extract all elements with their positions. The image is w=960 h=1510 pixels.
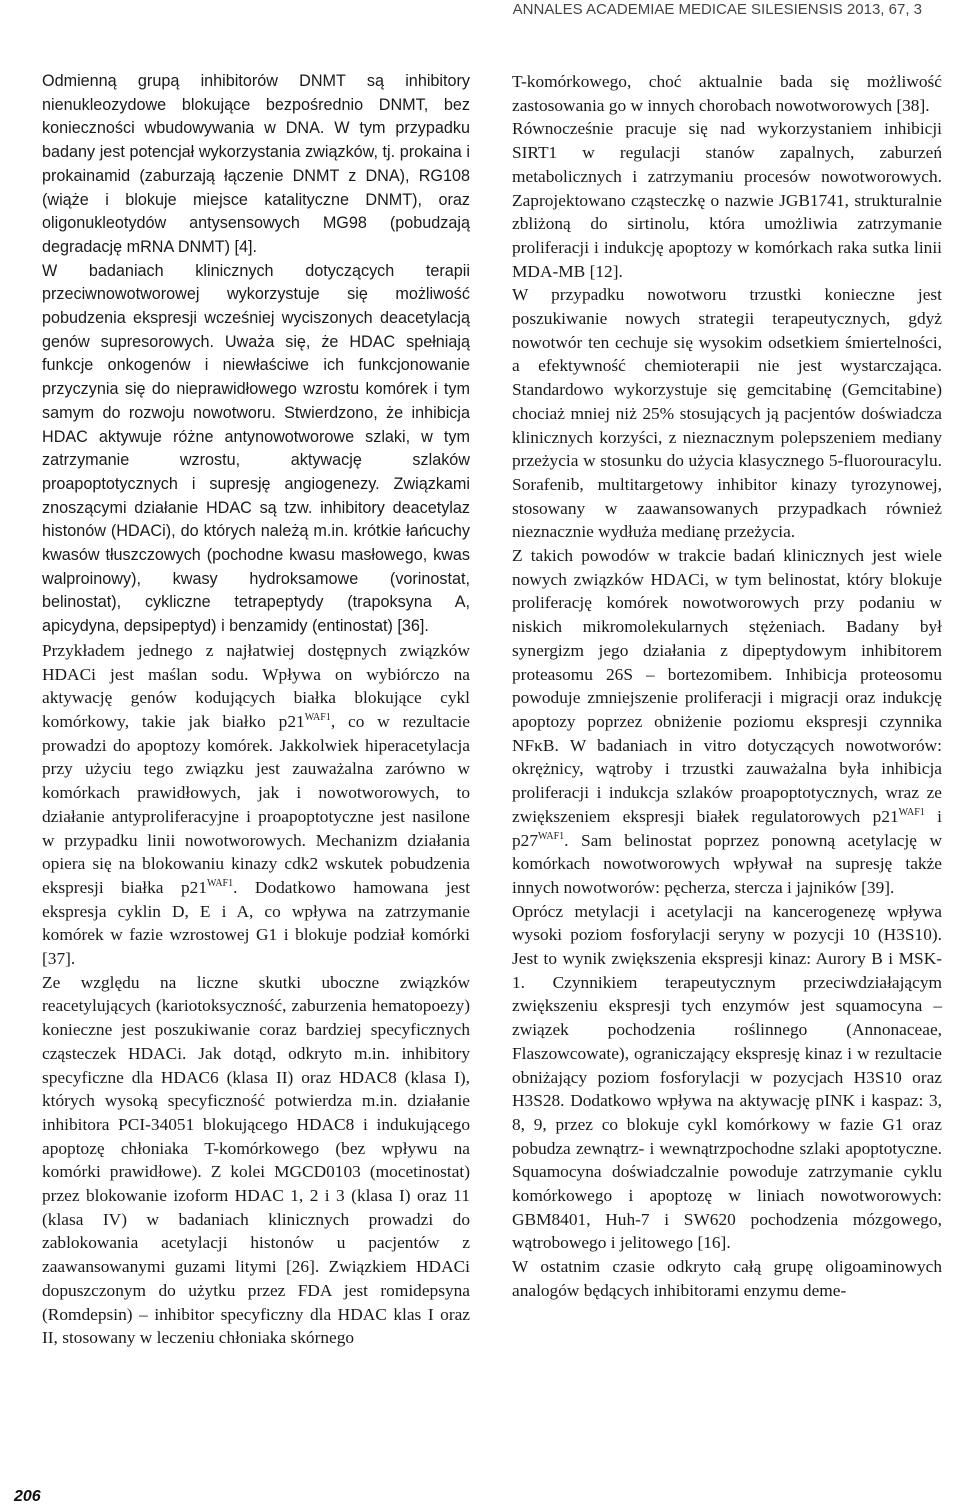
paragraph: Odmienną grupą inhibitorów DNMT są inhibitory nienukleozydowe blokujące bezpośrednio DNMT, bez konieczności wbudowywania w DNA. W tym przypadku badany jest potencjał wykorzystania związków, tj. prokaina i prokainamid (zaburzają łączenie DNMT z DNA), RG108 (wiąże i blokuje miejsce katalityczne DNMT), oraz oligonukleotydów antysensowych MG98 (pobudzają degradację mRNA DNMT) [4]. xyxy=(42,72,470,256)
running-header xyxy=(0,0,960,30)
superscript: WAF1 xyxy=(538,830,565,842)
superscript: WAF1 xyxy=(304,711,331,723)
paragraph: W badaniach klinicznych dotyczących terapii przeciwnowotworowej wykorzystuje się możliwość pobudzenia ekspresji wcześniej wyciszonych deacetylacją genów supresorowych. Uważa się, że HDAC spełniają funkcje onkogenów i niewłaściwe ich funkcjonowanie przyczynia się do nieprawidłowego wzrostu komórek i tym samym do rozwoju nowotworu. Stwierdzono, że inhibicja HDAC aktywuje różne antynowotworowe szlaki, w tym zatrzymanie wzrostu, aktywację szlaków proapoptotycznych i supresję angiogenezy. Związkami znoszącymi działanie HDAC są tzw. inhibitory deacetylaz histonów (HDACi), do których należą m.in. krótkie łańcuchy kwasów tłuszczowych (pochodne kwasu masłowego, kwas walproinowy), kwasy hydroksamowe (vorinostat, belinostat), cykliczne tetrapeptydy (trapoksyna A, apicydyna, depsipeptyd) i benzamidy (entinostat) [36]. xyxy=(42,261,470,636)
paragraph: W ostatnim czasie odkryto całą grupę oligoaminowych analogów będących inhibitorami enzymu deme- xyxy=(512,1257,942,1300)
text-run: . Dodatkowo hamowana jest ekspresja cyklin D, E i A, co wpływa na zatrzymanie komórek w fazie wzrostowej G1 i blokuje podział komórki [37]. xyxy=(42,877,471,969)
text-run: Z takich powodów w trakcie badań klinicznych jest wiele nowych związków HDACi, w tym belinostat, który blokuje proliferację komórek nowotworowych przy podaniu w niskich mikromolekularnych stężeniach. Badany był synergizm jego działania z dipeptydowym inhibitorem proteasomu 26S – bortezomibem. Inhibicja proteosomu powoduje zmniejszenie proliferacji i migracji oraz indukcję apoptozy poprzez obniżenie poziomu ekspresji czynnika NFκB. W badaniach in vitro dotyczących nowotworów: okrężnicy, wątroby i trzustki zauważalna była inhibicja proliferacji i indukcja szlaków proapoptotycznych, wraz ze zwiększeniem ekspresji białek regulatorowych p21 xyxy=(512,546,942,826)
superscript: WAF1 xyxy=(207,877,234,889)
text-run: . Sam belinostat poprzez ponowną acetylację w komórkach nowotworowych wpływał na supresję także innych nowotworów: pęcherza, stercza i jajników [39]. xyxy=(512,830,942,897)
paragraph: Ze względu na liczne skutki uboczne związków reacetylujących (kariotoksyczność, zaburzenia hematopoezy) konieczne jest poszukiwanie coraz bardziej specyficznych cząsteczek HDACi. Jak dotąd, odkryto m.in. inhibitory specyficzne dla HDAC6 (klasa II) oraz HDAC8 (klasa I), których wysoką specyficzność potwierdza m.in. działanie inhibitora PCI-34051 blokującego HDAC8 i indukującego apoptozę chłoniaka T-komórkowego (bez wpływu na komórki prawidłowe). Z kolei MGCD0103 (mocetinostat) przez blokowanie izoform HDAC 1, 2 i 3 (klasa I) oraz 11 (klasa IV) w badaniach klinicznych prowadzi do zablokowania acetylacji histonów u pacjentów z zaawansowanymi guzami litymi [26]. Związkiem HDACi dopuszczonym do użytku przez FDA jest romidepsyna (Romdepsin) – inhibitor specyficzny dla HDAC klas I oraz II, stosowany w leczeniu chłoniaka skórnego xyxy=(42,972,470,1348)
text-run: Przykładem jednego z najłatwiej dostępnych związków HDACi jest maślan sodu. Wpływa on wybiórczo na aktywację genów kodujących białka blokujące cykl komórkowy, takie jak białko p21 xyxy=(42,640,470,731)
journal-title: ANNALES ACADEMIAE MEDICAE SILESIENSIS 2013, 67, 3 xyxy=(512,1,922,18)
paragraph: Równocześnie pracuje się nad wykorzystaniem inhibicji SIRT1 w regulacji stanów zapalnych, zaburzeń metabolicznych i zatrzymaniu procesów nowotworowych. Zaprojektowano cząsteczkę o nazwie JGB1741, strukturalnie zbliżoną do sirtinolu, która umożliwia zatrzymanie proliferacji i indukcję apoptozy w komórkach raka sutka linii MDA-MB [12]. xyxy=(512,119,942,281)
paragraph xyxy=(512,544,942,900)
paragraph: Oprócz metylacji i acetylacji na kancerogenezę wpływa wysoki poziom fosforylacji seryny w pozycji 10 (H3S10). Jest to wynik zwiększenia ekspresji kinaz: Aurory B i MSK-1. Czynnikiem terapeutycznym przeciwdziałającym zwiększeniu ekspresji tych enzymów jest squamocyna – związek pochodzenia roślinnego (Annonaceae, Flaszowcowate), ograniczający ekspresję kinaz i w rezultacie obniżający poziom fosforylacji w pozycjach H3S10 oraz H3S28. Dodatkowo wpływa na aktywację pINK i kaspaz: 3, 8, 9, przez co blokuje cykl komórkowy w fazie G1 oraz pobudza zewnątrz- i wewnątrzpochodne szlaki apoptotyczne. Squamocyna doświadczalnie powoduje zatrzymanie cyklu komórkowego i apoptozę w liniach nowotworowych: GBM8401, Huh-7 i SW620 pochodzenia mózgowego, wątrobowego i jelitowego [16]. xyxy=(512,901,942,1253)
superscript: WAF1 xyxy=(898,806,925,818)
paragraph: T-komórkowego, choć aktualnie bada się możliwość zastosowania go w innych chorobach nowotworowych [38]. xyxy=(512,72,942,115)
paragraph: W przypadku nowotworu trzustki konieczne jest poszukiwanie nowych strategii terapeutycznych, gdyż nowotwór ten cechuje się wysokim odsetkiem śmiertelności, a efektywność chemioterapii nie jest wystarczająca. Standardowo wykorzystuje się gemcitabinę (Gemcitabine) chociaż mniej niż 25% stosujących ją pacjentów doświadcza klinicznych korzyści, z nieznacznym polepszeniem mediany przeżycia w stosunku do użycia klasycznego 5-fluorouracylu. Sorafenib, multitargetowy inhibitor kinazy tyrozynowej, stosowany w zaawansowanych przypadkach również nieznacznie wydłuża medianę przeżycia. xyxy=(512,285,942,542)
left-column xyxy=(42,70,470,1350)
right-column xyxy=(512,70,942,1303)
paragraph xyxy=(42,639,470,971)
text-run: , co w rezultacie prowadzi do apoptozy komórek. Jakkolwiek hiperacetylacja przy użyciu tego związku jest zauważalna zarówno w komórkach prawidłowych, jak i nowotworowych, to działanie antyproliferacyjne i proapoptotyczne jest nasilone w przypadku linii nowotworowych. Mechanizm działania opiera się na blokowaniu kinazy cdk2 wskutek pobudzenia ekspresji białka p21 xyxy=(42,711,471,897)
page-number: 206 xyxy=(14,1488,41,1505)
text-run: i p27 xyxy=(512,806,943,850)
